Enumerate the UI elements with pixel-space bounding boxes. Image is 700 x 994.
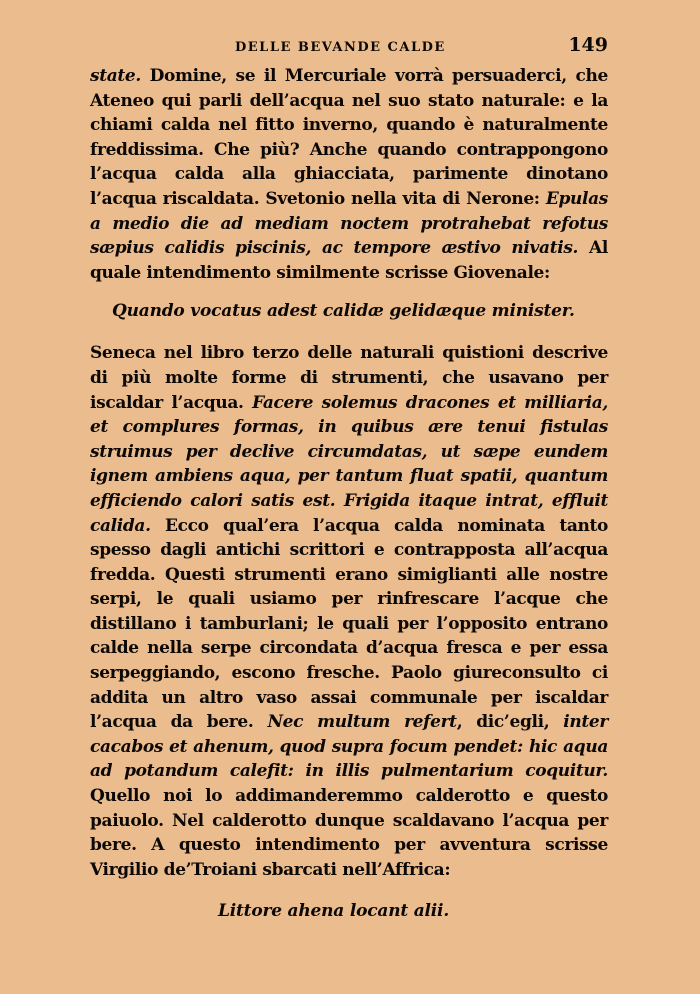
paulus-quote-1: Nec multum refert (267, 712, 457, 733)
suetonius-quote: Epulas a medio die ad mediam noctem protrahebat refotus sæpius calidis piscinis, ac tempore æstivo nivatis. (90, 188, 608, 259)
paragraph-1-text-2: Al quale intendimento similmente scrisse Giovenale: (90, 238, 608, 283)
book-page (90, 34, 608, 923)
paragraph-1-italic-1: state. (90, 66, 150, 86)
running-head (90, 34, 608, 64)
paragraph-2-text-1: Seneca nel libro terzo delle naturali quistioni descrive di più molte forme di strumenti, che usavano per iscaldar l’acqua. (90, 343, 608, 413)
paragraph-1-text-1: Domine, se il Mercuriale vorrà persuaderci, che Ateneo qui parli dell’acqua nel suo stato naturale: e la chiami calda nel fitto inverno, quando è naturalmente freddissima. Che più? Anche quando contrappongono l’acqua calda alla ghiacciata, parimente dinotano l’acqua riscaldata. Svetonio nella vita di Nerone: (90, 66, 609, 209)
paragraph-2-text-3: , dic’egli, (456, 712, 564, 733)
page-number: 149 (568, 34, 608, 56)
paragraph-1 (90, 64, 608, 285)
paragraph-2-text-2: Ecco qual’era l’acqua calda nominata tanto spesso dagli antichi scrittori e contrapposta all’acqua fredda. Questi strumenti erano simiglianti alle nostre serpi, le quali usiamo per rinfrescare l’acque che distillano i tamburlani; le quali per l’opposito entrano calde nella serpe circondata d’acqua fresca e per essa serpeggiando, escono fresche. Paolo giureconsulto ci addita un altro vaso assai communale per iscaldar l’acqua da bere. (90, 515, 608, 733)
paragraph-2 (90, 341, 608, 882)
paragraph-2-text-4: Quello noi lo addimanderemmo calderotto e questo paiuolo. Nel calderotto dunque scaldavano l’acqua per bere. A questo intendimento per avventura scrisse Virgilio de’Troiani sbarcati nell’Affrica: (90, 786, 608, 880)
seneca-quote: Facere solemus dracones et milliaria, et complures formas, in quibus ære tenui fistulas struimus per declive circumdatas, ut sæpe eundem ignem ambiens aqua, per tantum fluat spatii, quantum efficiendo calori satis est. Frigida itaque intrat, effluit calida. (90, 392, 608, 536)
virgil-verse: Littore ahena locant alii. (218, 901, 450, 922)
paulus-quote-2: inter cacabos et ahenum, quod supra focum pendet: hic aqua ad potandum calefit: in illis pulmentarium coquitur. (90, 712, 608, 782)
juvenal-verse: Quando vocatus adest calidæ gelidæque minister. (112, 301, 575, 322)
running-title: DELLE BEVANDE CALDE (235, 40, 446, 55)
